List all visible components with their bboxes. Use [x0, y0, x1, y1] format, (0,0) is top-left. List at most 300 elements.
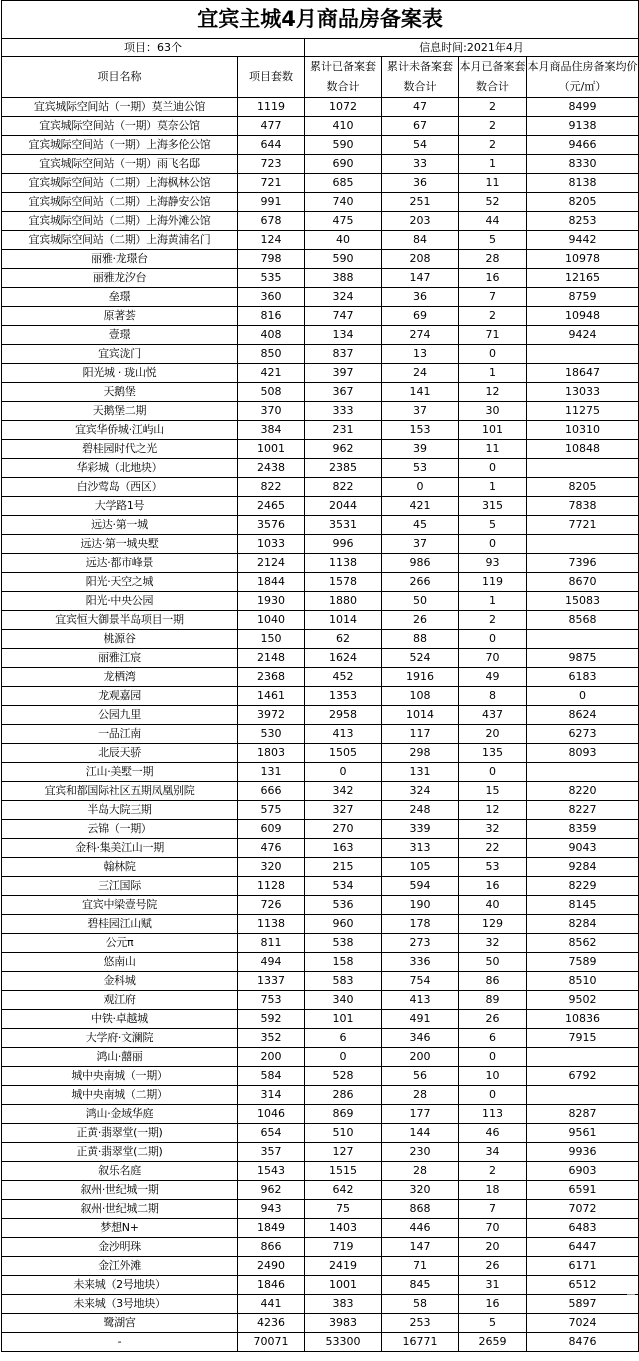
unit-count-cell: 726 [238, 896, 305, 915]
table-row [2, 649, 639, 668]
month-filed-cell: 1 [459, 364, 527, 383]
project-name-cell: 正黄·翡翠堂(一期) [2, 1124, 238, 1143]
project-name-cell: 北辰天骄 [2, 744, 238, 763]
unit-count-cell: 535 [238, 269, 305, 288]
filed-total-cell: 536 [305, 896, 382, 915]
avg-price-cell: 8562 [527, 934, 639, 953]
avg-price-cell [527, 763, 639, 782]
month-filed-cell: 89 [459, 991, 527, 1010]
project-name-cell: 宜宾城际空间站（一期）上海多伦公馆 [2, 136, 238, 155]
month-filed-cell: 1 [459, 155, 527, 174]
filed-total-cell: 3983 [305, 1314, 382, 1333]
avg-price-cell: 9442 [527, 231, 639, 250]
avg-price-cell: 6512 [527, 1276, 639, 1295]
avg-price-cell: 9561 [527, 1124, 639, 1143]
unfiled-total-cell: 45 [382, 516, 459, 535]
avg-price-cell: 6171 [527, 1257, 639, 1276]
unit-count-cell: 943 [238, 1200, 305, 1219]
avg-price-cell: 8093 [527, 744, 639, 763]
unfiled-total-cell: 37 [382, 402, 459, 421]
filed-total-cell: 215 [305, 858, 382, 877]
unfiled-total-cell: 56 [382, 1067, 459, 1086]
project-name-cell: 公元π [2, 934, 238, 953]
table-row [2, 1105, 639, 1124]
unfiled-total-cell: 339 [382, 820, 459, 839]
table-row [2, 1067, 639, 1086]
unit-count-cell: 1543 [238, 1162, 305, 1181]
unfiled-total-cell: 13 [382, 345, 459, 364]
month-filed-cell: 71 [459, 326, 527, 345]
month-filed-cell: 2 [459, 136, 527, 155]
filed-total-cell: 869 [305, 1105, 382, 1124]
unfiled-total-cell: 141 [382, 383, 459, 402]
filed-total-cell: 324 [305, 288, 382, 307]
month-filed-cell: 46 [459, 1124, 527, 1143]
filed-total-cell: 1014 [305, 611, 382, 630]
unit-count-cell: 1033 [238, 535, 305, 554]
project-name-cell: 龙观嘉园 [2, 687, 238, 706]
month-filed-cell: 70 [459, 1219, 527, 1238]
filed-total-cell: 0 [305, 1048, 382, 1067]
filed-total-cell: 822 [305, 478, 382, 497]
watermark [627, 1293, 635, 1297]
month-filed-cell: 40 [459, 896, 527, 915]
project-name-cell: 观江府 [2, 991, 238, 1010]
project-name-cell: 城中央南城（一期） [2, 1067, 238, 1086]
unfiled-total-cell: 0 [382, 478, 459, 497]
avg-price-cell: 8253 [527, 212, 639, 231]
avg-price-cell: 6183 [527, 668, 639, 687]
unit-count-cell: 822 [238, 478, 305, 497]
unfiled-total-cell: 266 [382, 573, 459, 592]
month-filed-cell: 0 [459, 630, 527, 649]
table-row [2, 1314, 639, 1333]
table-row [2, 364, 639, 383]
project-name-cell: 天鹅堡二期 [2, 402, 238, 421]
project-name-cell: 大学府·文澜院 [2, 1029, 238, 1048]
unfiled-total-cell: 230 [382, 1143, 459, 1162]
unfiled-total-cell: 67 [382, 117, 459, 136]
filed-total-cell: 367 [305, 383, 382, 402]
filed-total-cell: 960 [305, 915, 382, 934]
unfiled-total-cell: 313 [382, 839, 459, 858]
filed-total-cell: 6 [305, 1029, 382, 1048]
avg-price-cell [527, 459, 639, 478]
table-row [2, 782, 639, 801]
unfiled-total-cell: 491 [382, 1010, 459, 1029]
avg-price-cell: 18647 [527, 364, 639, 383]
table-row [2, 554, 639, 573]
unfiled-total-cell: 58 [382, 1295, 459, 1314]
filed-total-cell: 740 [305, 193, 382, 212]
unit-count-cell: 360 [238, 288, 305, 307]
filed-total-cell: 286 [305, 1086, 382, 1105]
table-row [2, 193, 639, 212]
month-filed-cell: 0 [459, 535, 527, 554]
month-filed-cell: 437 [459, 706, 527, 725]
unit-count-cell: 811 [238, 934, 305, 953]
unit-count-cell: 494 [238, 953, 305, 972]
table-row [2, 1143, 639, 1162]
filed-total-cell: 342 [305, 782, 382, 801]
avg-price-cell [527, 1086, 639, 1105]
table-row [2, 839, 639, 858]
filed-total-cell: 163 [305, 839, 382, 858]
filed-total-cell: 0 [305, 763, 382, 782]
filed-total-cell: 383 [305, 1295, 382, 1314]
month-filed-cell: 0 [459, 763, 527, 782]
unfiled-total-cell: 144 [382, 1124, 459, 1143]
unit-count-cell: 816 [238, 307, 305, 326]
avg-price-cell: 8138 [527, 174, 639, 193]
avg-price-cell: 10978 [527, 250, 639, 269]
unfiled-total-cell: 986 [382, 554, 459, 573]
unit-count-cell: 1930 [238, 592, 305, 611]
table-row [2, 1029, 639, 1048]
table-row [2, 1124, 639, 1143]
unit-count-cell: 477 [238, 117, 305, 136]
filed-total-cell: 837 [305, 345, 382, 364]
unfiled-total-cell: 1916 [382, 668, 459, 687]
unfiled-total-cell: 253 [382, 1314, 459, 1333]
filed-total-cell: 528 [305, 1067, 382, 1086]
month-filed-cell: 26 [459, 1257, 527, 1276]
unit-count-cell: 70071 [238, 1333, 305, 1352]
avg-price-cell: 7024 [527, 1314, 639, 1333]
table-row [2, 934, 639, 953]
avg-price-cell: 9138 [527, 117, 639, 136]
project-name-cell: 三江国际 [2, 877, 238, 896]
filed-total-cell: 452 [305, 668, 382, 687]
unfiled-total-cell: 24 [382, 364, 459, 383]
unfiled-total-cell: 248 [382, 801, 459, 820]
month-filed-cell: 28 [459, 250, 527, 269]
unfiled-total-cell: 251 [382, 193, 459, 212]
month-filed-cell: 22 [459, 839, 527, 858]
month-filed-cell: 20 [459, 1238, 527, 1257]
project-name-cell: 宜宾城际空间站（一期）雨飞名邸 [2, 155, 238, 174]
unit-count-cell: 3576 [238, 516, 305, 535]
project-name-cell: 碧桂园江山赋 [2, 915, 238, 934]
unit-count-cell: 357 [238, 1143, 305, 1162]
table-row [2, 136, 639, 155]
project-name-cell: 远达·都市峰景 [2, 554, 238, 573]
avg-price-cell: 8284 [527, 915, 639, 934]
table-row [2, 421, 639, 440]
unfiled-total-cell: 421 [382, 497, 459, 516]
table-row [2, 1010, 639, 1029]
unfiled-total-cell: 868 [382, 1200, 459, 1219]
avg-price-cell: 9466 [527, 136, 639, 155]
unit-count-cell: 962 [238, 1181, 305, 1200]
avg-price-cell: 10310 [527, 421, 639, 440]
unit-count-cell: 200 [238, 1048, 305, 1067]
unfiled-total-cell: 298 [382, 744, 459, 763]
project-name-cell: 金科·集美江山一期 [2, 839, 238, 858]
unit-count-cell: 2438 [238, 459, 305, 478]
table-row [2, 326, 639, 345]
unit-count-cell: 2490 [238, 1257, 305, 1276]
unit-count-cell: 1803 [238, 744, 305, 763]
unit-count-cell: 1138 [238, 915, 305, 934]
unfiled-total-cell: 26 [382, 611, 459, 630]
unit-count-cell: 575 [238, 801, 305, 820]
unfiled-total-cell: 117 [382, 725, 459, 744]
avg-price-cell: 8499 [527, 98, 639, 117]
avg-price-cell: 8359 [527, 820, 639, 839]
filed-total-cell: 1880 [305, 592, 382, 611]
filed-total-cell: 685 [305, 174, 382, 193]
table-row [2, 402, 639, 421]
filed-total-cell: 413 [305, 725, 382, 744]
month-filed-cell: 70 [459, 649, 527, 668]
unit-count-cell: 991 [238, 193, 305, 212]
unit-count-cell: 3972 [238, 706, 305, 725]
unfiled-total-cell: 147 [382, 269, 459, 288]
unfiled-total-cell: 754 [382, 972, 459, 991]
project-name-cell: 阳光城 · 珑山悦 [2, 364, 238, 383]
unit-count-cell: 798 [238, 250, 305, 269]
filed-total-cell: 1578 [305, 573, 382, 592]
month-filed-cell: 31 [459, 1276, 527, 1295]
avg-price-cell: 5897 [527, 1295, 639, 1314]
month-filed-cell: 6 [459, 1029, 527, 1048]
filed-total-cell: 333 [305, 402, 382, 421]
project-name-cell: 中铁·卓越城 [2, 1010, 238, 1029]
project-name-cell: 鸿山·金域华庭 [2, 1105, 238, 1124]
table-row [2, 896, 639, 915]
table-row [2, 231, 639, 250]
table-row [2, 307, 639, 326]
month-filed-cell: 32 [459, 934, 527, 953]
unfiled-total-cell: 33 [382, 155, 459, 174]
unfiled-total-cell: 203 [382, 212, 459, 231]
project-name-cell: 未来城（2号地块） [2, 1276, 238, 1295]
filed-total-cell: 996 [305, 535, 382, 554]
month-filed-cell: 44 [459, 212, 527, 231]
avg-price-cell: 9936 [527, 1143, 639, 1162]
avg-price-cell: 7589 [527, 953, 639, 972]
unfiled-total-cell: 36 [382, 174, 459, 193]
month-filed-cell: 1 [459, 478, 527, 497]
avg-price-cell [527, 535, 639, 554]
project-name-cell: 龙栖湾 [2, 668, 238, 687]
page-title: 宜宾主城4月商品房备案表 [2, 1, 639, 39]
table-row [2, 269, 639, 288]
unit-count-cell: 314 [238, 1086, 305, 1105]
month-filed-cell: 2 [459, 98, 527, 117]
header-filed-total: 累计已备案套数合计 [305, 57, 382, 98]
unit-count-cell: 584 [238, 1067, 305, 1086]
unit-count-cell: 644 [238, 136, 305, 155]
project-name-cell: 垒璟 [2, 288, 238, 307]
month-filed-cell: 34 [459, 1143, 527, 1162]
month-filed-cell: 2 [459, 117, 527, 136]
table-row [2, 1162, 639, 1181]
unit-count-cell: 609 [238, 820, 305, 839]
unit-count-cell: 150 [238, 630, 305, 649]
unfiled-total-cell: 446 [382, 1219, 459, 1238]
filed-total-cell: 397 [305, 364, 382, 383]
project-name-cell: 宜宾城际空间站（二期）上海静安公馆 [2, 193, 238, 212]
month-filed-cell: 0 [459, 1086, 527, 1105]
project-name-cell: 正黄·翡翠堂(二期) [2, 1143, 238, 1162]
unit-count-cell: 850 [238, 345, 305, 364]
filed-total-cell: 510 [305, 1124, 382, 1143]
filed-total-cell: 75 [305, 1200, 382, 1219]
header-avg-price: 本月商品住房备案均价（元/㎡） [527, 57, 639, 98]
header-month-filed: 本月已备案套数合计 [459, 57, 527, 98]
table-row [2, 459, 639, 478]
table-row [2, 1295, 639, 1314]
table-row [2, 1257, 639, 1276]
table-row [2, 1238, 639, 1257]
filed-total-cell: 2419 [305, 1257, 382, 1276]
filed-total-cell: 2958 [305, 706, 382, 725]
filed-total-cell: 1072 [305, 98, 382, 117]
project-name-cell: 半岛大院三期 [2, 801, 238, 820]
month-filed-cell: 12 [459, 801, 527, 820]
unit-count-cell: 124 [238, 231, 305, 250]
table-row [2, 174, 639, 193]
avg-price-cell: 8568 [527, 611, 639, 630]
month-filed-cell: 10 [459, 1067, 527, 1086]
avg-price-cell: 6903 [527, 1162, 639, 1181]
header-unit-count: 项目套数 [238, 57, 305, 98]
project-name-cell: 宜宾城际空间站（一期）莫兰迪公馆 [2, 98, 238, 117]
month-filed-cell: 2 [459, 1162, 527, 1181]
table-row [2, 611, 639, 630]
table-row [2, 98, 639, 117]
table-row [2, 953, 639, 972]
unit-count-cell: 421 [238, 364, 305, 383]
unfiled-total-cell: 39 [382, 440, 459, 459]
filed-total-cell: 127 [305, 1143, 382, 1162]
filed-total-cell: 1353 [305, 687, 382, 706]
avg-price-cell: 8205 [527, 478, 639, 497]
filed-total-cell: 1624 [305, 649, 382, 668]
month-filed-cell: 2659 [459, 1333, 527, 1352]
table-row [2, 383, 639, 402]
month-filed-cell: 93 [459, 554, 527, 573]
unit-count-cell: 4236 [238, 1314, 305, 1333]
avg-price-cell [527, 630, 639, 649]
project-count: 项目：63个 [2, 39, 305, 57]
unit-count-cell: 370 [238, 402, 305, 421]
avg-price-cell [527, 1048, 639, 1067]
month-filed-cell: 16 [459, 877, 527, 896]
month-filed-cell: 30 [459, 402, 527, 421]
table-row [2, 1219, 639, 1238]
month-filed-cell: 129 [459, 915, 527, 934]
table-row [2, 1276, 639, 1295]
project-name-cell: - [2, 1333, 238, 1352]
avg-price-cell: 6483 [527, 1219, 639, 1238]
filed-total-cell: 40 [305, 231, 382, 250]
avg-price-cell: 9043 [527, 839, 639, 858]
avg-price-cell: 10848 [527, 440, 639, 459]
unfiled-total-cell: 36 [382, 288, 459, 307]
unit-count-cell: 1849 [238, 1219, 305, 1238]
project-name-cell: 阳光·天空之城 [2, 573, 238, 592]
project-name-cell: 丽雅江宸 [2, 649, 238, 668]
unfiled-total-cell: 1014 [382, 706, 459, 725]
project-name-cell: 鹭湖宫 [2, 1314, 238, 1333]
table-row [2, 915, 639, 934]
unfiled-total-cell: 147 [382, 1238, 459, 1257]
unfiled-total-cell: 413 [382, 991, 459, 1010]
filed-total-cell: 2385 [305, 459, 382, 478]
project-name-cell: 远达·第一城 [2, 516, 238, 535]
filed-total-cell: 410 [305, 117, 382, 136]
avg-price-cell: 8759 [527, 288, 639, 307]
avg-price-cell: 8624 [527, 706, 639, 725]
unfiled-total-cell: 54 [382, 136, 459, 155]
unit-count-cell: 530 [238, 725, 305, 744]
unit-count-cell: 2465 [238, 497, 305, 516]
unit-count-cell: 408 [238, 326, 305, 345]
table-row [2, 877, 639, 896]
unit-count-cell: 666 [238, 782, 305, 801]
avg-price-cell: 8205 [527, 193, 639, 212]
avg-price-cell: 9284 [527, 858, 639, 877]
table-row [2, 668, 639, 687]
table-row [2, 478, 639, 497]
filed-total-cell: 538 [305, 934, 382, 953]
unfiled-total-cell: 153 [382, 421, 459, 440]
unfiled-total-cell: 190 [382, 896, 459, 915]
avg-price-cell: 7915 [527, 1029, 639, 1048]
project-name-cell: 悠南山 [2, 953, 238, 972]
unit-count-cell: 2148 [238, 649, 305, 668]
unfiled-total-cell: 69 [382, 307, 459, 326]
unit-count-cell: 441 [238, 1295, 305, 1314]
month-filed-cell: 8 [459, 687, 527, 706]
table-row [2, 592, 639, 611]
unfiled-total-cell: 37 [382, 535, 459, 554]
unfiled-total-cell: 177 [382, 1105, 459, 1124]
filed-total-cell: 1138 [305, 554, 382, 573]
project-name-cell: 天鹅堡 [2, 383, 238, 402]
unit-count-cell: 1001 [238, 440, 305, 459]
avg-price-cell: 6273 [527, 725, 639, 744]
unfiled-total-cell: 84 [382, 231, 459, 250]
project-name-cell: 宜宾和都国际社区五期凤凰别院 [2, 782, 238, 801]
project-name-cell: 大学路1号 [2, 497, 238, 516]
unit-count-cell: 1846 [238, 1276, 305, 1295]
unfiled-total-cell: 274 [382, 326, 459, 345]
month-filed-cell: 119 [459, 573, 527, 592]
table-row [2, 744, 639, 763]
project-name-cell: 金科城 [2, 972, 238, 991]
project-name-cell: 宜宾城际空间站（二期）上海枫林公馆 [2, 174, 238, 193]
avg-price-cell: 7721 [527, 516, 639, 535]
unfiled-total-cell: 320 [382, 1181, 459, 1200]
month-filed-cell: 2 [459, 611, 527, 630]
filed-total-cell: 590 [305, 136, 382, 155]
project-name-cell: 城中央南城（二期） [2, 1086, 238, 1105]
table-row [2, 763, 639, 782]
project-name-cell: 阳光·中央公园 [2, 592, 238, 611]
unfiled-total-cell: 131 [382, 763, 459, 782]
avg-price-cell: 7072 [527, 1200, 639, 1219]
month-filed-cell: 16 [459, 1295, 527, 1314]
filed-total-cell: 534 [305, 877, 382, 896]
avg-price-cell: 12165 [527, 269, 639, 288]
header-project-name: 项目名称 [2, 57, 238, 98]
unit-count-cell: 1337 [238, 972, 305, 991]
filed-total-cell: 101 [305, 1010, 382, 1029]
